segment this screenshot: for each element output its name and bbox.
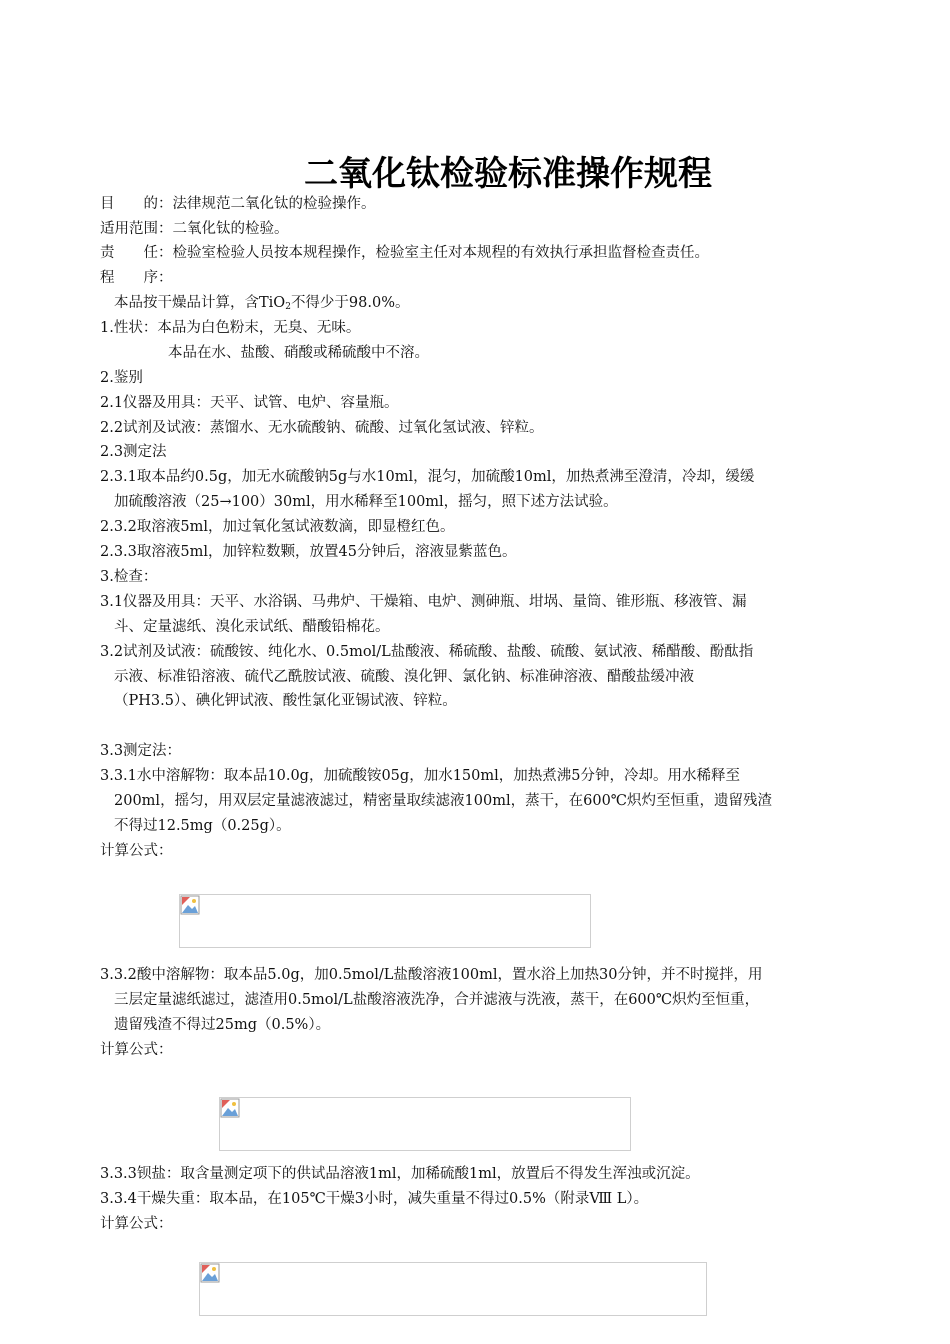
line-3-3-1c: 不得过12.5mg（0.25g）。 bbox=[114, 818, 291, 834]
line-2: 2.鉴别 bbox=[100, 370, 143, 386]
line-3-1b: 斗、定量滤纸、溴化汞试纸、醋酸铅棉花。 bbox=[114, 619, 390, 635]
line-3-3-1b: 200ml，摇匀，用双层定量滤液滤过，精密量取续滤液100ml，蒸干，在600℃炽灼至恒重，遗留残渣 bbox=[114, 793, 773, 809]
broken-image-icon bbox=[220, 1098, 240, 1118]
line-2-1: 2.1仪器及用具：天平、试管、电炉、容量瓶。 bbox=[100, 395, 399, 411]
line-2-3: 2.3测定法 bbox=[100, 444, 167, 460]
intro-part1: 本品按干燥品计算，含TiO bbox=[114, 295, 286, 311]
line-3-2b: 示液、标准铅溶液、硫代乙酰胺试液、硫酸、溴化钾、氯化钠、标准砷溶液、醋酸盐缓冲液 bbox=[114, 669, 694, 685]
document-title: 二氧化钛检验标准操作规程 bbox=[304, 154, 712, 194]
line-3-3: 3.3测定法： bbox=[100, 743, 182, 759]
intro-subscript: 2 bbox=[285, 302, 291, 312]
formula-image-1 bbox=[179, 894, 591, 948]
line-3-3-2c: 遗留残渣不得过25mg（0.5%）。 bbox=[114, 1017, 331, 1033]
calc-formula-label-3: 计算公式： bbox=[100, 1216, 173, 1232]
calc-formula-label-2: 计算公式： bbox=[100, 1042, 173, 1058]
calc-formula-label-1: 计算公式： bbox=[100, 843, 173, 859]
line-3-1a: 3.1仪器及用具：天平、水浴锅、马弗炉、干燥箱、电炉、测砷瓶、坩埚、量筒、锥形瓶、移液管、漏 bbox=[100, 594, 747, 610]
line-3-2c: （PH3.5）、碘化钾试液、酸性氯化亚锡试液、锌粒。 bbox=[114, 693, 457, 709]
line-3-3-1a: 3.3.1水中溶解物：取本品10.0g，加硫酸铵05g，加水150ml，加热煮沸5分钟，冷却。用水稀释至 bbox=[100, 768, 740, 784]
broken-image-icon bbox=[200, 1263, 220, 1283]
broken-image-icon bbox=[180, 895, 200, 915]
line-2-3-2: 2.3.2取溶液5ml，加过氧化氢试液数滴，即显橙红色。 bbox=[100, 519, 455, 535]
intro-line bbox=[114, 293, 410, 317]
line-2-3-1a: 2.3.1取本品约0.5g，加无水硫酸钠5g与水10ml，混匀，加硫酸10ml，加热煮沸至澄清，冷却，缓缓 bbox=[100, 469, 755, 485]
line-3-3-4: 3.3.4干燥失重：取本品，在105℃干燥3小时，减失重量不得过0.5%（附录Ⅷ L）。 bbox=[100, 1191, 649, 1207]
scope-text: 二氧化钛的检验。 bbox=[172, 221, 289, 237]
purpose-label: 目 的： bbox=[100, 196, 173, 212]
intro-part2: 不得少于98.0%。 bbox=[290, 295, 410, 311]
formula-image-2 bbox=[219, 1097, 631, 1151]
scope-label: 适用范围： bbox=[100, 221, 173, 237]
purpose-text: 法律规范二氧化钛的检验操作。 bbox=[172, 196, 376, 212]
line-3-3-2b: 三层定量滤纸滤过，滤渣用0.5mol/L盐酸溶液洗净，合并滤液与洗液，蒸干，在600℃炽灼至恒重， bbox=[114, 992, 760, 1008]
responsibility-line bbox=[100, 243, 709, 263]
scope-line bbox=[100, 219, 289, 239]
line-2-3-1b: 加硫酸溶液（25→100）30ml，用水稀释至100ml，摇匀，照下述方法试验。 bbox=[114, 494, 618, 510]
line-3-2a: 3.2试剂及试液：硫酸铵、纯化水、0.5mol/L盐酸液、稀硫酸、盐酸、硫酸、氨试液、稀醋酸、酚酞指 bbox=[100, 644, 754, 660]
line-1b: 本品在水、盐酸、硝酸或稀硫酸中不溶。 bbox=[168, 345, 429, 361]
line-3: 3.检查： bbox=[100, 569, 158, 585]
formula-image-3 bbox=[199, 1262, 707, 1316]
responsibility-label: 责 任： bbox=[100, 245, 173, 261]
line-2-3-3: 2.3.3取溶液5ml，加锌粒数颗，放置45分钟后，溶液显紫蓝色。 bbox=[100, 544, 517, 560]
purpose-line bbox=[100, 194, 376, 214]
line-1: 1.性状：本品为白色粉末，无臭、无味。 bbox=[100, 320, 361, 336]
line-3-3-2a: 3.3.2酸中溶解物：取本品5.0g，加0.5mol/L盐酸溶液100ml，置水浴上加热30分钟，并不时搅拌，用 bbox=[100, 967, 763, 983]
responsibility-text: 检验室检验人员按本规程操作，检验室主任对本规程的有效执行承担监督检查责任。 bbox=[172, 245, 709, 261]
procedure-label: 程 序： bbox=[100, 270, 173, 286]
line-2-2: 2.2试剂及试液：蒸馏水、无水硫酸钠、硫酸、过氧化氢试液、锌粒。 bbox=[100, 420, 544, 436]
line-3-3-3: 3.3.3钡盐：取含量测定项下的供试品溶液1ml，加稀硫酸1ml，放置后不得发生浑浊或沉淀。 bbox=[100, 1166, 700, 1182]
